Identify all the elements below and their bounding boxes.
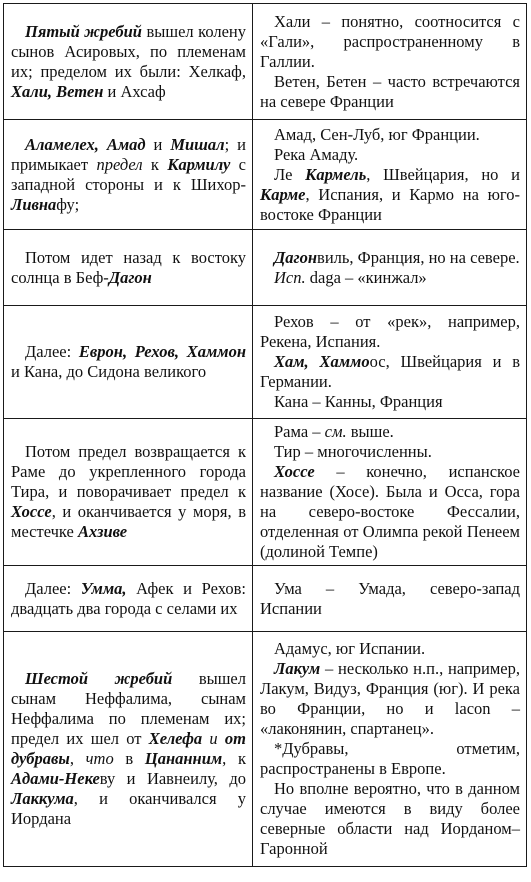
text-run: и Ахсаф [103, 81, 166, 101]
emphasized-run: Кармель [305, 164, 367, 184]
text-run: Ветен, Бетен – часто встречаются на севере Франции [260, 71, 520, 111]
emphasized-run: Дагон [274, 247, 318, 267]
emphasized-run: Шестой жребий [25, 669, 173, 688]
biblical-text [11, 22, 246, 102]
biblical-text-cell [4, 419, 253, 566]
text-run: виль, Франция, но на севере. [317, 247, 520, 267]
commentary-paragraph [260, 659, 520, 739]
commentary-cell [253, 419, 527, 566]
emphasized-run: Аламелех, Амад [25, 134, 146, 154]
biblical-text [11, 248, 246, 288]
comparison-table [3, 3, 527, 867]
commentary-cell [253, 566, 527, 632]
text-run: в [113, 749, 145, 768]
biblical-text [11, 579, 246, 619]
text-run: Афек и Рехов: двадцать два города с селами их [11, 578, 246, 618]
commentary-paragraph [260, 248, 520, 268]
text-run: Ума – Умада, северо-запад Испании [260, 578, 520, 618]
text-run [218, 729, 225, 748]
text-run: и Кана, до Сидона великого [11, 362, 207, 381]
text-run: Но вполне вероятно, что в данном случае имеются в виду более северные области над Иорданом–Гаронной [260, 779, 520, 858]
text-run: Потом идет назад к востоку солнца в Беф- [11, 247, 246, 287]
text-run: Рама – [274, 422, 325, 441]
commentary-paragraph [260, 639, 520, 659]
emphasized-run: Ливна [11, 194, 57, 214]
table-row [4, 306, 527, 419]
biblical-text-cell [4, 632, 253, 867]
commentary-paragraph [260, 312, 520, 352]
biblical-text [11, 342, 246, 382]
commentary-paragraph [260, 268, 520, 288]
biblical-text-cell [4, 306, 253, 419]
emphasized-run: Еврон, Рехов, Хаммон [78, 342, 246, 361]
commentary-paragraph [260, 392, 520, 412]
emphasized-run: см. [324, 422, 347, 441]
table-row [4, 120, 527, 230]
text-run: Кана – Канны, Франция [274, 392, 443, 411]
emphasized-run: Хоссе [274, 462, 315, 481]
text-run: , и оканчивался у Иордана [11, 789, 246, 828]
text-run: вышел колену сынов Асировых, по племенам их; пределом их были: Хелкаф, [11, 21, 246, 81]
commentary-paragraph [260, 779, 520, 859]
emphasized-run: что [85, 749, 114, 768]
text-run: ; и примыкает [11, 134, 246, 174]
commentary-cell [253, 632, 527, 867]
text-run: вышел сынам Неффалима, сынам Неффалима по племенам их; предел их шел от [11, 669, 246, 748]
text-run: Потом предел возвращается к Раме до укрепленного города Тира, и поворачивает предел к [11, 442, 246, 501]
biblical-text [11, 669, 246, 829]
text-run: Тир – многочисленны. [274, 442, 432, 461]
table-row [4, 419, 527, 566]
table-body [4, 4, 527, 867]
text-run: с западной стороны и к Шихор- [11, 154, 246, 194]
biblical-text [11, 135, 246, 215]
text-run: Рехов – от «рек», например, Рекена, Испания. [260, 312, 520, 351]
emphasized-run: Умма, [80, 578, 127, 598]
text-run: Амад, Сен-Луб, юг Франции. [274, 124, 480, 144]
table-row [4, 566, 527, 632]
text-run: Далее: [25, 578, 81, 598]
text-run: Река Амаду. [274, 144, 359, 164]
text-run: – несколько н.п., например, Лакум, Видуз, Франция (юг). И река во Франции, но и lacon – «лаконянин, спартанец». [260, 659, 520, 738]
emphasized-run: Лаккума [11, 789, 74, 808]
text-run: , Швейцария, но и [366, 164, 520, 184]
text-run: , и оканчивается у моря, в местечке [11, 502, 246, 541]
text-run: фу; [56, 194, 80, 214]
biblical-text-cell [4, 4, 253, 120]
commentary-paragraph [260, 352, 520, 392]
commentary-paragraph [260, 145, 520, 165]
emphasized-run: предел [96, 154, 143, 174]
emphasized-run: от дубравы [11, 729, 247, 768]
text-run: daga – «кинжал» [305, 267, 427, 287]
text-run: , Испания, и Кармо на юго-востоке Франции [260, 184, 520, 224]
commentary-paragraph [260, 422, 520, 442]
biblical-text-cell [4, 120, 253, 230]
text-run: *Дубравы, отметим, распространены в Европе. [260, 739, 520, 778]
emphasized-run: Исп. [274, 267, 306, 287]
text-run: к [142, 154, 168, 174]
commentary-paragraph [260, 462, 520, 562]
emphasized-run: Хелефа [148, 729, 203, 748]
commentary-paragraph [260, 442, 520, 462]
emphasized-run: Хали, Ветен [11, 81, 104, 101]
text-run: ос, Швейцария и в Германии. [260, 352, 521, 391]
biblical-text-cell [4, 230, 253, 306]
table-row [4, 4, 527, 120]
emphasized-run: Карме [260, 184, 306, 204]
emphasized-run: Лакум [274, 659, 321, 678]
biblical-text-cell [4, 566, 253, 632]
emphasized-run: Мишал [170, 134, 225, 154]
commentary-cell [253, 4, 527, 120]
commentary-paragraph [260, 72, 520, 112]
commentary-paragraph [260, 125, 520, 145]
text-run: ву и Иавнеилу, до [99, 769, 246, 788]
emphasized-run: Дагон [108, 267, 152, 287]
emphasized-run: Пятый жребий [25, 21, 142, 41]
emphasized-run: и [202, 729, 218, 748]
biblical-text [11, 442, 246, 542]
emphasized-run: Хам, Хаммо [274, 352, 370, 371]
text-run: , [69, 749, 86, 768]
commentary-cell [253, 230, 527, 306]
emphasized-run: Ахзиве [77, 522, 128, 541]
text-run: Хали – понятно, соотносится с «Гали», распространенному в Галлии. [260, 11, 520, 71]
table-row [4, 230, 527, 306]
emphasized-run: Адами-Неке [11, 769, 100, 788]
table-row [4, 632, 527, 867]
text-run: Ле [274, 164, 306, 184]
commentary-paragraph [260, 579, 520, 619]
commentary-paragraph [260, 12, 520, 72]
text-run: Адамус, юг Испании. [274, 639, 426, 658]
commentary-cell [253, 306, 527, 419]
text-run: Далее: [25, 342, 79, 361]
emphasized-run: Кармилу [167, 154, 231, 174]
commentary-cell [253, 120, 527, 230]
text-run: выше. [346, 422, 394, 441]
commentary-paragraph [260, 739, 520, 779]
emphasized-run: Хоссе [11, 502, 52, 521]
text-run: – конечно, испанское название (Хосе). Была и Осса, гора на северо-востоке Фессалии, отделенная от Олимпа рекой Пенеем (долиной Темпе) [260, 462, 520, 561]
text-run: и [145, 134, 171, 154]
commentary-paragraph [260, 165, 520, 225]
emphasized-run: Цананним [144, 749, 223, 768]
text-run: , к [222, 749, 246, 768]
